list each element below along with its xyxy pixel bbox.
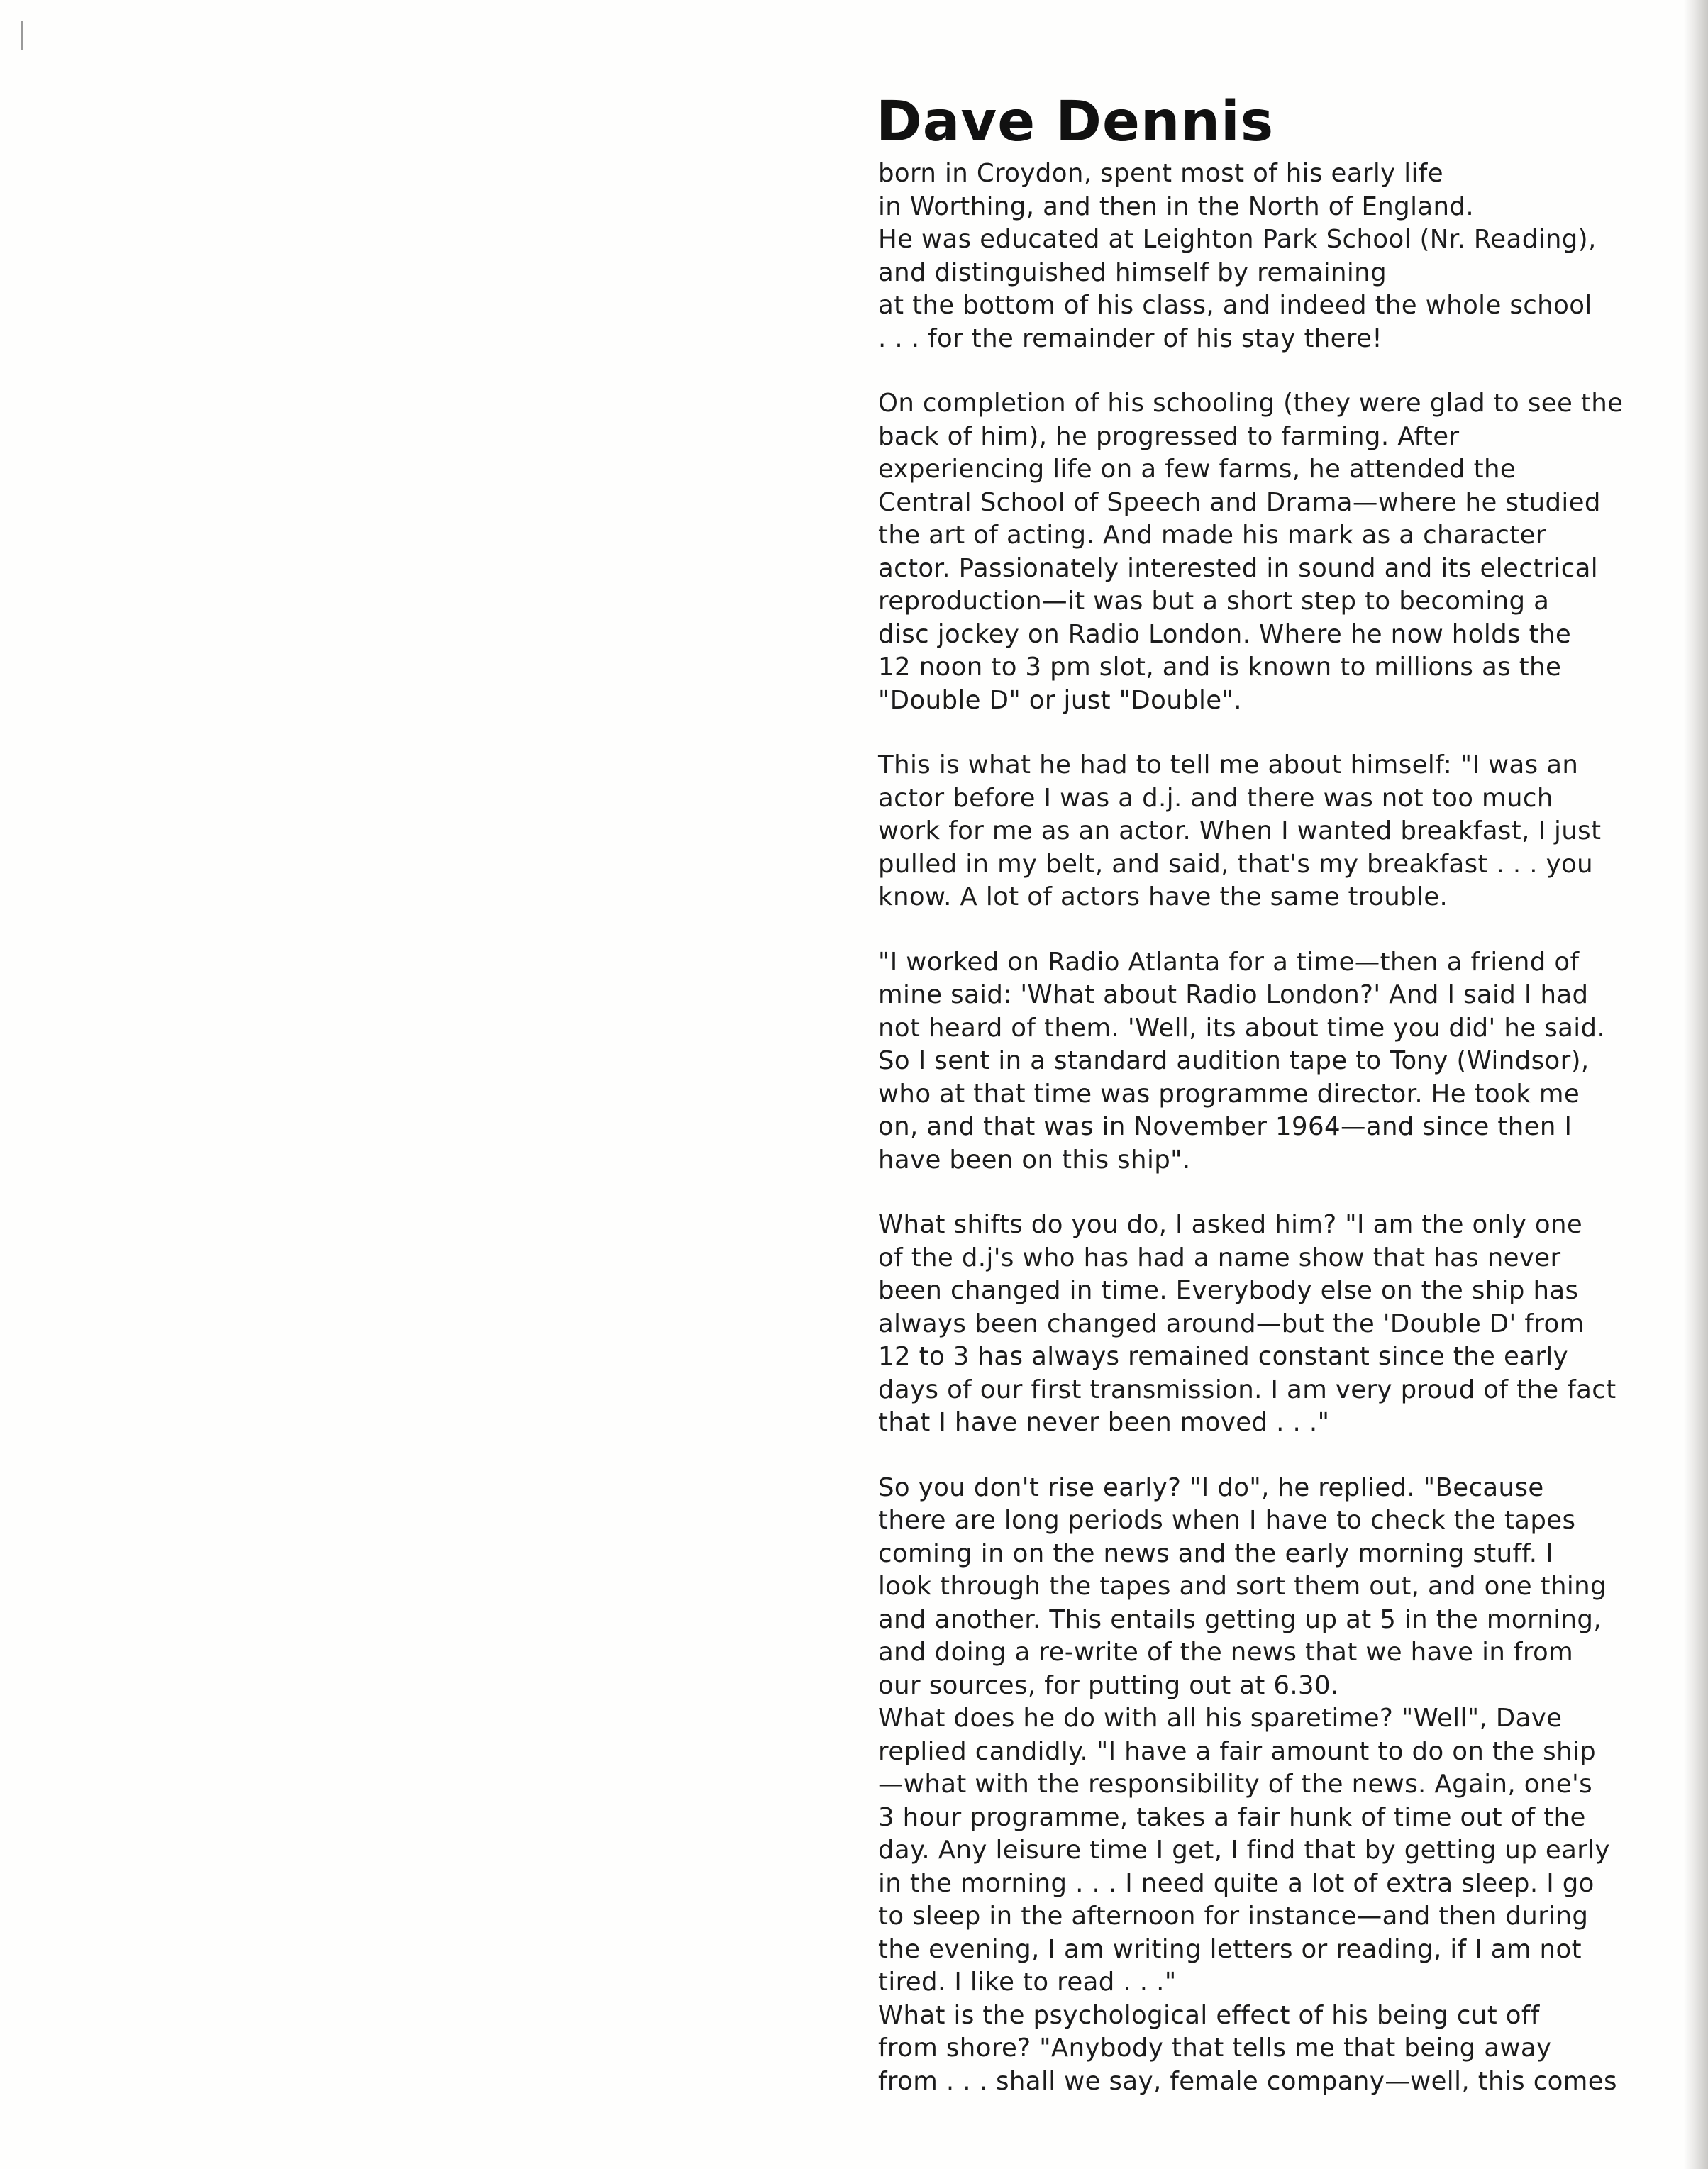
text-line: and another. This entails getting up at 5 in the morning, — [878, 1604, 1602, 1634]
text-line: have been on this ship". — [878, 1145, 1191, 1175]
text-line: look through the tapes and sort them out, and one thing — [878, 1572, 1607, 1601]
text-line: On completion of his schooling (they were glad to see the — [878, 389, 1624, 418]
text-line: not heard of them. 'Well, its about time you did' he said. — [878, 1013, 1606, 1043]
text-line: mine said: 'What about Radio London?' And I said I had — [878, 980, 1589, 1009]
text-line: "Double D" or just "Double". — [878, 685, 1242, 715]
text-line: So I sent in a standard audition tape to Tony (Windsor), — [878, 1046, 1590, 1075]
text-line: on, and that was in November 1964—and since then I — [878, 1112, 1573, 1141]
paragraph-shifts — [878, 1209, 1673, 1440]
text-line: He was educated at Leighton Park School (Nr. Reading), — [878, 225, 1597, 254]
text-line: and doing a re-write of the news that we have in from — [878, 1638, 1574, 1667]
page-edge-shadow — [1684, 0, 1708, 2169]
text-line: "I worked on Radio Atlanta for a time—then a friend of — [878, 947, 1580, 977]
text-line: So you don't rise early? "I do", he replied. "Because — [878, 1472, 1544, 1502]
article — [878, 92, 1673, 2098]
text-line: . . . for the remainder of his stay there! — [878, 323, 1383, 353]
text-line: there are long periods when I have to check the tapes — [878, 1506, 1576, 1535]
text-line: replied candidly. "I have a fair amount to do on the ship — [878, 1736, 1597, 1766]
paragraph-early-rising — [878, 1472, 1673, 2099]
text-line: experiencing life on a few farms, he attended the — [878, 455, 1516, 484]
text-line: disc jockey on Radio London. Where he now holds the — [878, 619, 1572, 649]
text-line: know. A lot of actors have the same trouble. — [878, 882, 1448, 911]
text-line: in Worthing, and then in the North of England. — [878, 192, 1475, 221]
text-line: who at that time was programme director. He took me — [878, 1079, 1580, 1109]
text-line: —what with the responsibility of the news. Again, one's — [878, 1770, 1593, 1799]
text-line: days of our first transmission. I am very proud of the fact — [878, 1375, 1616, 1404]
text-line: coming in on the news and the early morning stuff. I — [878, 1538, 1553, 1568]
paragraph-career — [878, 387, 1673, 717]
article-title: Dave Dennis — [876, 90, 1275, 154]
text-line: from . . . shall we say, female company—well, this comes — [878, 2066, 1617, 2096]
text-line: at the bottom of his class, and indeed the whole school — [878, 291, 1592, 320]
text-line: pulled in my belt, and said, that's my breakfast . . . you — [878, 849, 1594, 879]
text-line: from shore? "Anybody that tells me that being away — [878, 2034, 1552, 2063]
paragraph-himself — [878, 749, 1673, 914]
text-line: What is the psychological effect of his being cut off — [878, 2000, 1540, 2030]
text-line: been changed in time. Everybody else on the ship has — [878, 1276, 1579, 1305]
text-line: This is what he had to tell me about himself: "I was an — [878, 750, 1579, 780]
text-line: work for me as an actor. When I wanted breakfast, I just — [878, 816, 1602, 845]
text-line: actor. Passionately interested in sound and its electrical — [878, 553, 1599, 583]
text-line: actor before I was a d.j. and there was not too much — [878, 783, 1553, 813]
text-line: back of him), he progressed to farming. After — [878, 421, 1460, 451]
text-line: What shifts do you do, I asked him? "I am the only one — [878, 1210, 1583, 1239]
text-line: of the d.j's who has had a name show that has never — [878, 1243, 1561, 1272]
text-line: always been changed around—but the 'Double D' from — [878, 1309, 1585, 1338]
text-line: our sources, for putting out at 6.30. — [878, 1670, 1339, 1700]
text-line: to sleep in the afternoon for instance—and then during — [878, 1902, 1589, 1931]
text-line: reproduction—it was but a short step to becoming a — [878, 587, 1550, 616]
text-line: day. Any leisure time I get, I find that by getting up early — [878, 1836, 1610, 1865]
paragraph-radio-atlanta — [878, 946, 1673, 1177]
paragraph-intro — [878, 157, 1673, 355]
text-line: 12 noon to 3 pm slot, and is known to millions as the — [878, 653, 1562, 682]
text-line: 12 to 3 has always remained constant since the early — [878, 1342, 1569, 1371]
text-line: born in Croydon, spent most of his early life — [878, 159, 1443, 188]
text-line: that I have never been moved . . ." — [878, 1408, 1330, 1437]
text-line: 3 hour programme, takes a fair hunk of time out of the — [878, 1802, 1586, 1832]
page-edge-mark — [21, 21, 23, 50]
text-line: and distinguished himself by remaining — [878, 257, 1387, 287]
text-line: What does he do with all his sparetime? "Well", Dave — [878, 1704, 1563, 1733]
text-line: the art of acting. And made his mark as a character — [878, 521, 1546, 550]
text-line: tired. I like to read . . ." — [878, 1968, 1177, 1997]
text-line: in the morning . . . I need quite a lot of extra sleep. I go — [878, 1868, 1595, 1898]
text-line: Central School of Speech and Drama—where he studied — [878, 487, 1601, 517]
text-line: the evening, I am writing letters or reading, if I am not — [878, 1934, 1582, 1964]
